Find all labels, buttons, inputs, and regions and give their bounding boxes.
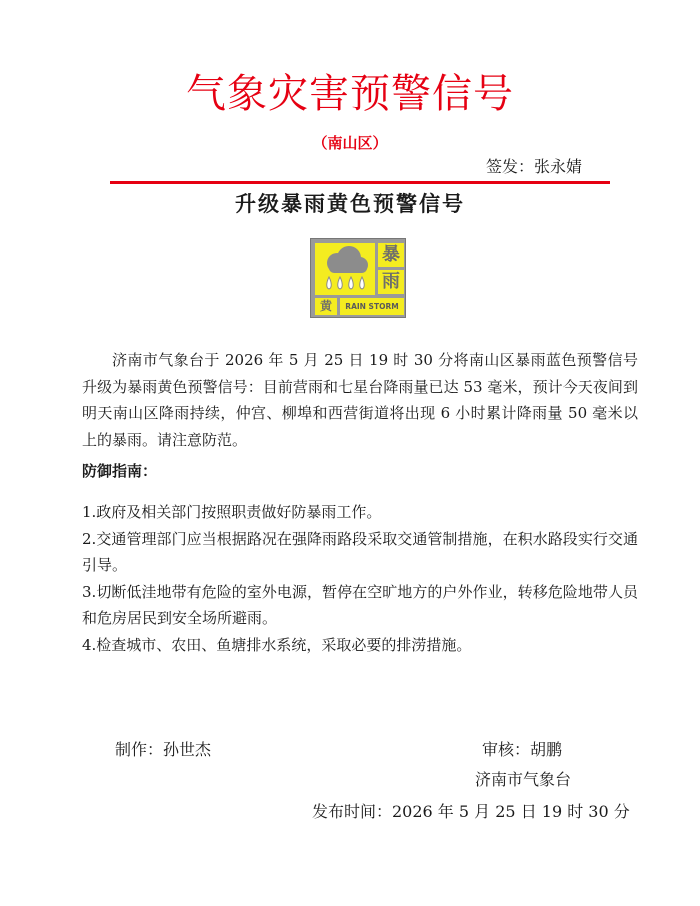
document-title: 气象灾害预警信号 — [186, 71, 514, 117]
warning-subtitle: 升级暴雨黄色预警信号 — [235, 191, 465, 216]
icon-char-bao: 暴 — [378, 243, 404, 267]
cloud-rain-icon — [315, 243, 375, 295]
publish-time: 发布时间：2026 年 5 月 25 日 19 时 30 分 — [312, 802, 630, 821]
maker-label: 制作：孙世杰 — [115, 740, 212, 759]
icon-char-yu: 雨 — [378, 270, 404, 294]
list-item: 4.检查城市、农田、鱼塘排水系统，采取必要的排涝措施。 — [82, 635, 472, 654]
list-item: 2.交通管理部门应当根据路况在强降雨路段采取交通管制措施，在积水路段实行交通引导。 — [82, 529, 638, 574]
signer-label: 签发：张永婧 — [486, 157, 583, 176]
warning-paragraph: 济南市气象台于 2026 年 5 月 25 日 19 时 30 分将南山区暴雨蓝色预警信号升级为暴雨黄色预警信号：目前营雨和七星台降雨量已达 53 毫米，预计今天夜间到明天南山区降雨持续，仲宫、柳埠和西营街道将出现 6 小时累计降雨量 50 毫米以上的暴雨。请注意防范。 — [82, 351, 638, 449]
list-item: 3.切断低洼地带有危险的室外电源，暂停在空旷地方的户外作业，转移危险地带人员和危房居民到安全场所避雨。 — [82, 582, 638, 627]
reviewer-label: 审核：胡鹏 — [482, 740, 563, 759]
icon-english-label: RAIN STORM — [340, 298, 404, 315]
district-label: （南山区） — [312, 134, 388, 152]
guide-list — [82, 499, 638, 658]
red-divider — [110, 181, 610, 184]
list-item: 1.政府及相关部门按照职责做好防暴雨工作。 — [82, 503, 382, 521]
issuing-organization: 济南市气象台 — [475, 770, 572, 789]
guide-heading: 防御指南： — [82, 462, 158, 480]
icon-level-yellow: 黄 — [315, 298, 337, 315]
rainstorm-yellow-warning-icon — [310, 238, 406, 318]
